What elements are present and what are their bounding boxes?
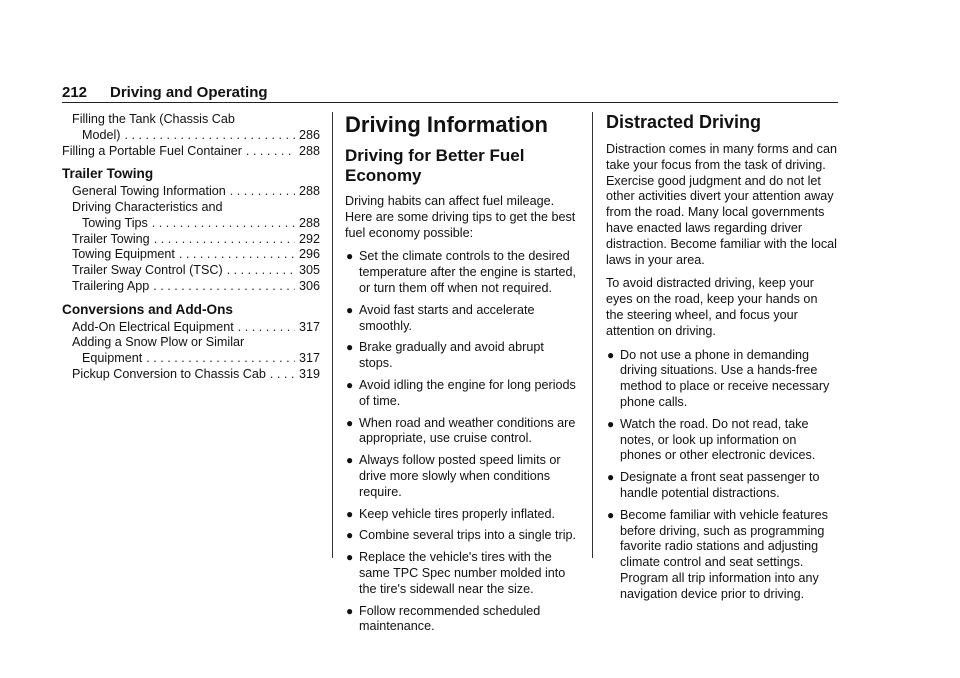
- dot-leader: [153, 279, 295, 295]
- toc-page-number: 288: [298, 215, 320, 230]
- toc-page-number: 319: [298, 366, 320, 381]
- toc-group-entries: [62, 320, 320, 383]
- toc-entry-line: Towing Tips: [82, 215, 148, 230]
- list-item: ● Keep vehicle tires properly inflated.: [346, 506, 556, 521]
- toc-entry-line: Equipment: [82, 351, 143, 366]
- toc-entry[interactable]: [62, 144, 320, 160]
- dot-leader: [227, 263, 295, 279]
- toc-page-number: 317: [298, 319, 320, 334]
- list-item: ● Become familiar with vehicle features before driving, such as programming favorite radio stations and adjusting climate control and seat settings. Program all trip information into any navigation device prior to driving.: [607, 507, 828, 601]
- toc-entry-line: General Towing Information: [72, 184, 226, 199]
- dot-leader: [125, 128, 295, 144]
- bullet-icon: ●: [346, 302, 354, 317]
- dot-leader: [146, 351, 295, 367]
- toc-entry[interactable]: [72, 263, 320, 279]
- section-heading: Driving Information: [345, 112, 548, 137]
- list-item: ● Watch the road. Do not read, take notes, or look up information on phones or other electronic devices.: [607, 416, 816, 463]
- bullet-icon: ●: [346, 249, 354, 264]
- toc-group-title[interactable]: Trailer Towing: [62, 166, 154, 182]
- list-item: ● Set the climate controls to the desired temperature after the engine is started, or turn them off when not required.: [346, 249, 577, 295]
- toc-entry[interactable]: [72, 200, 320, 232]
- toc-page-number: 296: [298, 247, 320, 262]
- toc-column: [62, 112, 320, 383]
- bullet-icon: ●: [607, 347, 615, 362]
- intro-paragraph: Driving habits can affect fuel mileage. Here are some driving tips to get the best fuel economy possible:: [345, 194, 576, 240]
- list-item: ● Brake gradually and avoid abrupt stops.: [346, 340, 544, 371]
- dot-leader: [246, 144, 295, 160]
- toc-entry[interactable]: [72, 232, 320, 248]
- toc-entry[interactable]: [72, 320, 320, 336]
- bullet-icon: ●: [607, 470, 615, 485]
- driving-info-column: [345, 112, 577, 641]
- list-item: ● When road and weather conditions are appropriate, use cruise control.: [346, 415, 576, 446]
- list-item: ● Do not use a phone in demanding driving situations. Use a hands-free method to place or receive necessary phone calls.: [607, 347, 830, 409]
- toc-page-number: 288: [298, 143, 320, 158]
- bullet-icon: ●: [346, 603, 354, 618]
- toc-entry-line: Trailering App: [72, 278, 150, 293]
- list-item: ● Avoid idling the engine for long periods of time.: [346, 377, 576, 408]
- bullet-icon: ●: [607, 507, 615, 522]
- toc-entry-line: Add-On Electrical Equipment: [72, 319, 234, 334]
- toc-entry-line: Driving Characteristics and: [72, 199, 223, 214]
- distraction-tips-list: [606, 348, 838, 603]
- list-item: ● Replace the vehicle's tires with the same TPC Spec number molded into the tire's sidewall near the size.: [346, 550, 566, 596]
- bullet-icon: ●: [346, 550, 354, 565]
- toc-page-number: 306: [298, 278, 320, 293]
- toc-entry-line: Trailer Towing: [72, 231, 150, 246]
- dot-leader: [270, 367, 295, 383]
- toc-entry[interactable]: [72, 247, 320, 263]
- toc-entry-line: Pickup Conversion to Chassis Cab: [72, 366, 266, 381]
- list-item: ● Avoid fast starts and accelerate smoothly.: [346, 302, 535, 333]
- toc-entry[interactable]: [72, 367, 320, 383]
- list-item: ● Always follow posted speed limits or drive more slowly when conditions require.: [346, 453, 561, 499]
- bullet-icon: ●: [607, 416, 615, 431]
- column-divider-1: [332, 112, 333, 558]
- list-item: ● Designate a front seat passenger to handle potential distractions.: [607, 470, 820, 500]
- column-divider-2: [592, 112, 593, 558]
- fuel-tips-list: [345, 249, 577, 635]
- dot-leader: [238, 320, 295, 336]
- toc-entry-line: Adding a Snow Plow or Similar: [72, 335, 245, 350]
- list-item: ● Follow recommended scheduled maintenance.: [346, 603, 541, 634]
- toc-entry[interactable]: [72, 335, 320, 367]
- list-item: ● Combine several trips into a single trip.: [346, 528, 576, 543]
- dot-leader: [152, 216, 295, 232]
- distracted-driving-column: [606, 112, 838, 609]
- toc-entry-line: Filling a Portable Fuel Container: [62, 143, 242, 158]
- paragraph: To avoid distracted driving, keep your eyes on the road, keep your hands on the steering wheel, and focus your attention on driving.: [606, 276, 818, 338]
- toc-page-number: 305: [298, 263, 320, 278]
- dot-leader: [230, 184, 295, 200]
- paragraph: Distraction comes in many forms and can take your focus from the task of driving. Exercise good judgment and do not let other activities divert your attention away from the road. Many local governments have enacted laws regarding driver distraction. Become familiar with the local laws in your area.: [606, 142, 837, 267]
- bullet-icon: ●: [346, 528, 354, 543]
- toc-entry[interactable]: [72, 184, 320, 200]
- toc-page-number: 288: [298, 184, 320, 199]
- bullet-icon: ●: [346, 506, 354, 521]
- toc-page-number: 317: [298, 351, 320, 366]
- bullet-icon: ●: [346, 340, 354, 355]
- toc-entry-line: Trailer Sway Control (TSC): [72, 263, 223, 278]
- dot-leader: [179, 247, 295, 263]
- section-title: Driving and Operating: [110, 84, 268, 101]
- bullet-icon: ●: [346, 453, 354, 468]
- bullet-icon: ●: [346, 415, 354, 430]
- subsection-heading: Distracted Driving: [606, 112, 762, 132]
- toc-entry[interactable]: [72, 279, 320, 295]
- toc-page-number: 286: [298, 127, 320, 142]
- toc-entry[interactable]: [62, 112, 320, 144]
- page-header: [62, 84, 838, 104]
- toc-entry-line: Model): [82, 127, 121, 142]
- toc-page-number: 292: [298, 231, 320, 246]
- dot-leader: [154, 232, 295, 248]
- toc-entry-line: Towing Equipment: [72, 247, 175, 262]
- bullet-icon: ●: [346, 377, 354, 392]
- page-number: 212: [62, 84, 88, 101]
- toc-group-entries: [62, 184, 320, 295]
- toc-group-title[interactable]: Conversions and Add-Ons: [62, 301, 233, 317]
- toc-entry-line: Filling the Tank (Chassis Cab: [72, 112, 235, 126]
- header-divider: [62, 102, 838, 103]
- subsection-heading: Driving for Better Fuel Economy: [345, 146, 525, 185]
